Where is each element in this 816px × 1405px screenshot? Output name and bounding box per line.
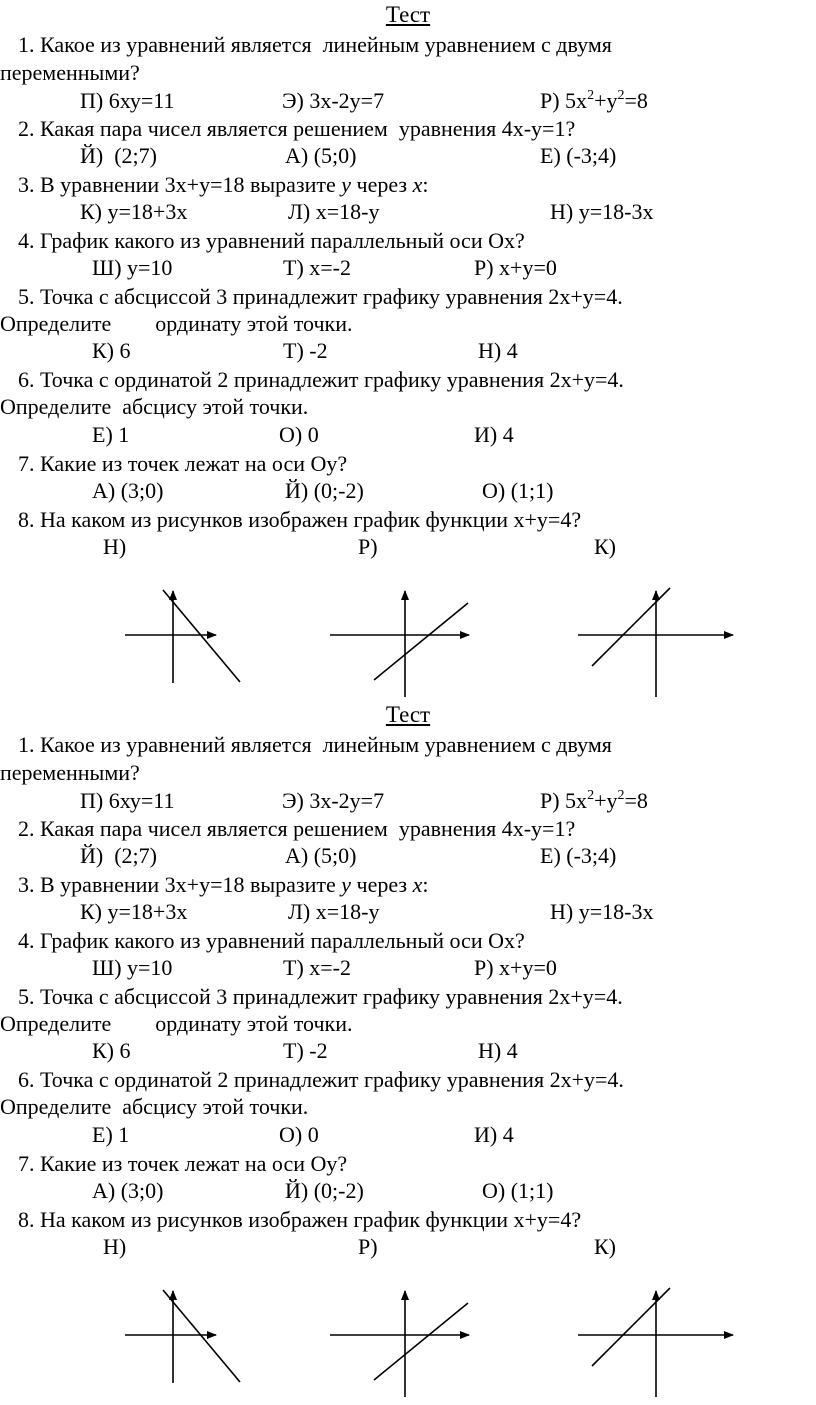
test-block-1 <box>0 0 816 700</box>
graph-r <box>330 1291 469 1397</box>
option-q5-t: Т) -2 <box>283 1038 328 1063</box>
figure-label-r: Р) <box>358 1234 378 1259</box>
option-q2-a: А) (5;0) <box>285 143 357 168</box>
question-1: 1. Какое из уравнений является линейным уравнением с двумя <box>18 32 612 57</box>
question-5-continuation: Определите ординату этой точки. <box>0 1011 353 1036</box>
option-q3-k: К) у=18+3х <box>80 899 188 924</box>
option-q6-i: И) 4 <box>474 1122 514 1147</box>
option-q1-r: Р) $5х^2+у^2=8$ <box>540 88 648 113</box>
option-q3-n: Н) у=18-3х <box>550 199 654 224</box>
function-line <box>374 1303 468 1380</box>
option-q4-r: Р) х+у=0 <box>474 255 557 280</box>
option-q7-a: А) (3;0) <box>92 1178 164 1203</box>
option-q2-a: А) (5;0) <box>285 843 357 868</box>
question-5: 5. Точка с абсциссой 3 принадлежит графику уравнения 2х+у=4. <box>18 984 623 1009</box>
option-q2-i: Й) (2;7) <box>80 143 157 168</box>
option-q2-e: Е) (-3;4) <box>540 843 617 868</box>
question-5: 5. Точка с абсциссой 3 принадлежит графику уравнения 2х+у=4. <box>18 284 623 309</box>
option-q7-o: О) (1;1) <box>482 478 554 503</box>
option-q1-r: Р) $5х^2+у^2=8$ <box>540 788 648 813</box>
graph-figures <box>0 580 816 705</box>
graph-k <box>578 588 733 697</box>
question-6: 6. Точка с ординатой 2 принадлежит графику уравнения 2х+у=4. <box>18 367 624 392</box>
function-line <box>592 588 670 666</box>
option-q1-e: Э) 3х-2у=7 <box>282 88 385 113</box>
option-q2-e: Е) (-3;4) <box>540 143 617 168</box>
graph-n <box>125 590 240 683</box>
figure-label-k: К) <box>594 1234 616 1259</box>
figure-label-k: К) <box>594 534 616 559</box>
option-q2-i: Й) (2;7) <box>80 843 157 868</box>
graph-r <box>330 591 469 697</box>
option-q5-n: Н) 4 <box>478 338 518 363</box>
question-6-continuation: Определите абсцису этой точки. <box>0 394 309 419</box>
figure-label-n: Н) <box>103 534 127 559</box>
option-q6-o: О) 0 <box>279 1122 319 1147</box>
option-q7-i: Й) (0;-2) <box>285 478 364 503</box>
option-q3-n: Н) у=18-3х <box>550 899 654 924</box>
option-q4-t: Т) х=-2 <box>283 955 351 980</box>
question-3: 3. В уравнении 3х+у=18 выразите у через х: <box>18 872 429 897</box>
option-q4-t: Т) х=-2 <box>283 255 351 280</box>
question-4: 4. График какого из уравнений параллельный оси Ох? <box>18 928 525 953</box>
question-8: 8. На каком из рисунков изображен график функции х+у=4? <box>18 1207 582 1232</box>
function-line <box>374 603 468 680</box>
option-q3-l: Л) х=18-у <box>288 199 380 224</box>
option-q5-k: К) 6 <box>92 1038 131 1063</box>
question-8: 8. На каком из рисунков изображен график функции х+у=4? <box>18 507 582 532</box>
question-1-continuation: переменными? <box>0 60 140 85</box>
question-3: 3. В уравнении 3х+у=18 выразите у через х: <box>18 172 429 197</box>
option-q6-e: Е) 1 <box>92 422 130 447</box>
option-q6-i: И) 4 <box>474 422 514 447</box>
question-6: 6. Точка с ординатой 2 принадлежит графику уравнения 2х+у=4. <box>18 1067 624 1092</box>
question-1: 1. Какое из уравнений является линейным уравнением с двумя <box>18 732 612 757</box>
question-5-continuation: Определите ординату этой точки. <box>0 311 353 336</box>
option-q1-p: П) 6ху=11 <box>80 788 175 813</box>
test-title: Тест <box>385 2 431 27</box>
question-7: 7. Какие из точек лежат на оси Оу? <box>18 451 348 476</box>
option-q1-e: Э) 3х-2у=7 <box>282 788 385 813</box>
question-2: 2. Какая пара чисел является решением уравнения 4х-у=1? <box>18 116 576 141</box>
graph-figures <box>0 1280 816 1405</box>
option-q1-p: П) 6ху=11 <box>80 88 175 113</box>
option-q7-a: А) (3;0) <box>92 478 164 503</box>
question-4: 4. График какого из уравнений параллельный оси Ох? <box>18 228 525 253</box>
function-line <box>592 1288 670 1366</box>
option-q3-k: К) у=18+3х <box>80 199 188 224</box>
graph-k <box>578 1288 733 1397</box>
option-q6-o: О) 0 <box>279 422 319 447</box>
option-q4-sh: Ш) у=10 <box>92 955 173 980</box>
option-q5-k: К) 6 <box>92 338 131 363</box>
option-q4-sh: Ш) у=10 <box>92 255 173 280</box>
option-q5-t: Т) -2 <box>283 338 328 363</box>
option-q7-i: Й) (0;-2) <box>285 1178 364 1203</box>
figure-label-r: Р) <box>358 534 378 559</box>
function-line <box>163 1290 240 1382</box>
option-q5-n: Н) 4 <box>478 1038 518 1063</box>
question-7: 7. Какие из точек лежат на оси Оу? <box>18 1151 348 1176</box>
test-title: Тест <box>385 702 431 727</box>
option-q3-l: Л) х=18-у <box>288 899 380 924</box>
option-q6-e: Е) 1 <box>92 1122 130 1147</box>
question-2: 2. Какая пара чисел является решением уравнения 4х-у=1? <box>18 816 576 841</box>
figure-label-n: Н) <box>103 1234 127 1259</box>
test-block-2 <box>0 700 816 1400</box>
question-1-continuation: переменными? <box>0 760 140 785</box>
function-line <box>163 590 240 682</box>
option-q4-r: Р) х+у=0 <box>474 955 557 980</box>
graph-n <box>125 1290 240 1383</box>
option-q7-o: О) (1;1) <box>482 1178 554 1203</box>
question-6-continuation: Определите абсцису этой точки. <box>0 1094 309 1119</box>
